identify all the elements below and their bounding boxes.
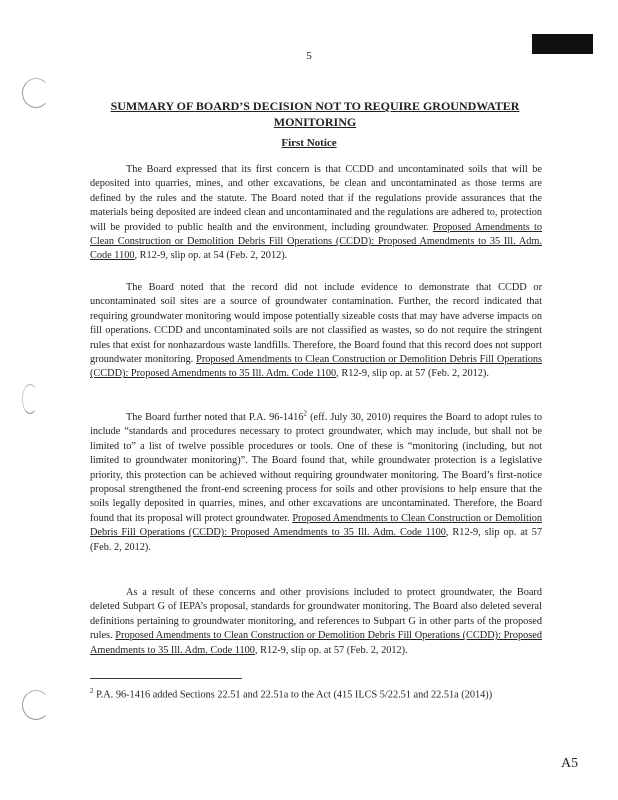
footnote-divider	[90, 678, 242, 679]
footnote-marker: 2	[90, 687, 94, 695]
paragraph-2	[90, 281, 542, 382]
punch-hole-mark	[22, 384, 38, 414]
citation-link: Proposed Amendments to Clean Construction or Demolition Debris Fill Operations (CCDD): Proposed Amendments to 35 Ill. Adm. Code 1100	[90, 512, 542, 539]
citation-tail: , R12-9, slip op. at 57 (Feb. 2, 2012).	[254, 644, 408, 656]
exhibit-label: A5	[561, 756, 579, 771]
citation-tail: , R12-9, slip op. at 57 (Feb. 2, 2012).	[90, 527, 542, 553]
footnote-reference: 2	[303, 409, 307, 418]
footnote	[90, 684, 542, 703]
citation-link: Proposed Amendments to Clean Construction or Demolition Debris Fill Operations (CCDD): Proposed Amendments to 35 Ill. Adm. Code 1100	[90, 221, 543, 262]
paragraph-text: The Board noted that the record did not include evidence to demonstrate that CCDD or uncontaminated soil sites are a source of groundwater contamination. Further, the record indicated that requiring groundwater monitoring would impose potentially sizeable costs that may have adverse impacts on fill operations. CCDD and uncontaminated soils are not classified as wastes, so do not require the stringent rules that exist for nonhazardous waste landfills. Therefore, the Board found that this record does not support groundwater monitoring.	[90, 282, 542, 366]
paragraph-text: As a result of these concerns and other provisions included to protect groundwater, the Board deleted Subpart G of IEPA’s proposal, standards for groundwater monitoring. The Board also deleted several definitions pertaining to groundwater monitoring, and references to Subpart G in other parts of the proposed rules.	[90, 587, 542, 642]
paragraph-1	[90, 163, 542, 264]
paragraph-text: The Board expressed that its first concern is that CCDD and uncontaminated soils that will be deposited into quarries, mines, and other excavations, be clean and uncontaminated as those terms are defined by the rules and the statute. The Board noted that if the regulations provide assurances that the materials being deposited are indeed clean and uncontaminated and the regulations are adhered to, protection will be provided to public health and the environment, including groundwater.	[90, 164, 542, 233]
citation-tail: , R12-9, slip op. at 54 (Feb. 2, 2012).	[134, 250, 288, 262]
paragraph-3	[90, 411, 542, 555]
subheading-first-notice: First Notice	[281, 137, 337, 149]
paragraph-text: (eff. July 30, 2010) requires the Board to adopt rules to include “standards and procedures necessary to protect groundwater, which may include, but shall not be limited to” a list of twelve possible procedures or tools. One of these is “monitoring (including, but not limited to groundwater monitoring)”. The Board found that, while groundwater protection is a legislative priority, this protection can be achieved without requiring groundwater monitoring. The Board’s first-notice proposal strengthened the front-end screening process for soils and other provisions to help ensure that the soils legally deposited in quarries, mines, and other excavations are uncontaminated. Therefore, the Board found that its proposal will protect groundwater.	[90, 412, 542, 524]
citation-link: Proposed Amendments to Clean Construction or Demolition Debris Fill Operations (CCDD): Proposed Amendments to 35 Ill. Adm. Code 1100	[90, 354, 543, 380]
punch-hole-mark	[22, 78, 50, 108]
punch-hole-mark	[22, 690, 50, 720]
paragraph-4	[90, 586, 542, 658]
page-number: 5	[306, 50, 312, 62]
footnote-text: P.A. 96-1416 added Sections 22.51 and 22.51a to the Act (415 ILCS 5/22.51 and 22.51a (2014))	[93, 689, 493, 701]
paragraph-lead: The Board further noted that P.A. 96-1416	[126, 412, 304, 423]
citation-tail: , R12-9, slip op. at 57 (Feb. 2, 2012).	[336, 368, 489, 380]
section-heading: SUMMARY OF BOARD’S DECISION NOT TO REQUIRE GROUNDWATER MONITORING	[110, 99, 520, 129]
citation-link: Proposed Amendments to Clean Construction or Demolition Debris Fill Operations (CCDD): Proposed Amendments to 35 Ill. Adm. Code 1100	[90, 630, 542, 656]
